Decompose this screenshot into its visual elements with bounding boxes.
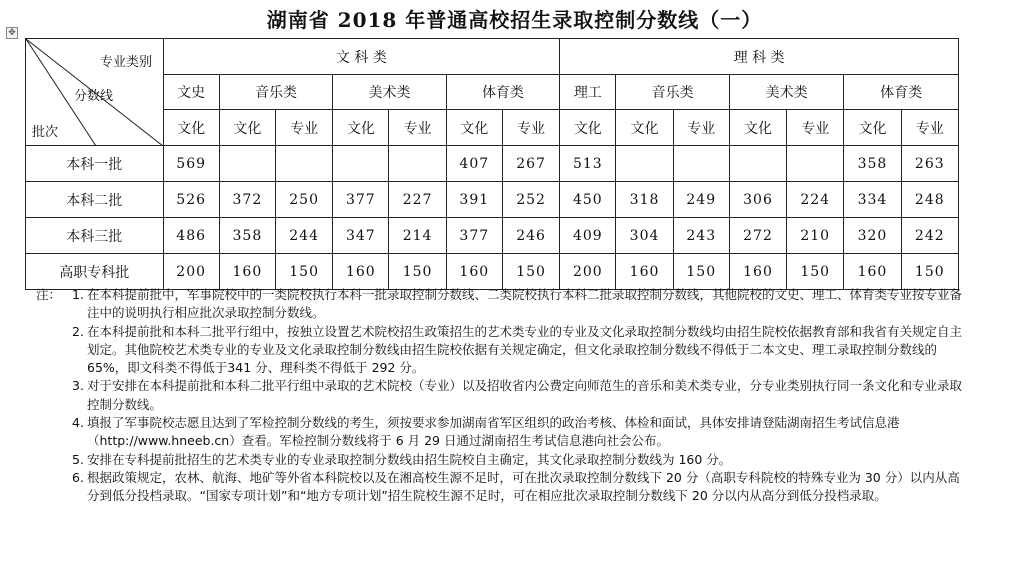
table-row bbox=[26, 182, 959, 218]
score-cell: 526 bbox=[163, 182, 219, 218]
row-label: 本科三批 bbox=[26, 218, 164, 254]
score-table bbox=[25, 38, 959, 290]
score-cell bbox=[276, 146, 333, 182]
score-cell: 248 bbox=[901, 182, 958, 218]
score-cell: 214 bbox=[389, 218, 446, 254]
score-cell: 407 bbox=[446, 146, 502, 182]
subheader-cell: 文化 bbox=[844, 110, 901, 146]
table-move-handle-icon[interactable]: ✥ bbox=[6, 27, 18, 39]
subheader-cell: 专业 bbox=[901, 110, 958, 146]
table-row bbox=[26, 146, 959, 182]
score-cell: 242 bbox=[901, 218, 958, 254]
score-cell: 210 bbox=[787, 218, 844, 254]
note-number: 5. bbox=[72, 451, 84, 467]
score-cell: 569 bbox=[163, 146, 219, 182]
subheader-cell: 文化 bbox=[446, 110, 502, 146]
subgroup-header: 音乐类 bbox=[616, 75, 729, 110]
score-cell: 160 bbox=[219, 254, 275, 290]
group-header-liberal-arts: 文 科 类 bbox=[163, 39, 560, 75]
subgroup-header: 音乐类 bbox=[219, 75, 332, 110]
score-cell: 486 bbox=[163, 218, 219, 254]
score-cell: 243 bbox=[673, 218, 729, 254]
score-cell: 347 bbox=[333, 218, 389, 254]
score-cell: 267 bbox=[502, 146, 559, 182]
score-cell: 244 bbox=[276, 218, 333, 254]
subheader-cell: 文化 bbox=[333, 110, 389, 146]
note-text: 根据政策规定，农林、航海、地矿等外省本科院校以及在湘高校生源不足时，可在批次录取控制分数线下 20 分（高职专科院校的特殊专业为 30 分）以内从高分到低分投档录取。“国家专项计划”和“地方专项计划”招生院校生源不足时，可在相应批次录取控制分数线下 20 分以内从高分到低分投档录取。 bbox=[87, 469, 960, 504]
note-text: 在本科提前批中，军事院校中的一类院校执行本科一批录取控制分数线、二类院校执行本科二批录取控制分数线，其他院校的文史、理工、体育类专业按专业备注中的说明执行相应批次录取控制分数线。 bbox=[87, 287, 963, 321]
score-cell bbox=[729, 146, 786, 182]
score-cell bbox=[787, 146, 844, 182]
score-cell: 391 bbox=[446, 182, 502, 218]
score-cell: 200 bbox=[163, 254, 219, 290]
score-cell: 160 bbox=[446, 254, 502, 290]
score-cell: 304 bbox=[616, 218, 673, 254]
row-label: 本科一批 bbox=[26, 146, 164, 182]
corner-label-category: 专业类别 bbox=[100, 55, 153, 70]
score-cell bbox=[219, 146, 275, 182]
score-cell bbox=[333, 146, 389, 182]
score-cell: 150 bbox=[389, 254, 446, 290]
score-cell: 377 bbox=[446, 218, 502, 254]
score-cell: 160 bbox=[844, 254, 901, 290]
score-cell: 227 bbox=[389, 182, 446, 218]
score-cell: 409 bbox=[560, 218, 616, 254]
note-item bbox=[32, 323, 972, 378]
score-cell: 450 bbox=[560, 182, 616, 218]
score-cell: 318 bbox=[616, 182, 673, 218]
subheader-cell: 文化 bbox=[163, 110, 219, 146]
score-cell: 160 bbox=[616, 254, 673, 290]
note-text: 填报了军事院校志愿且达到了军检控制分数线的考生，须按要求参加湖南省军区组织的政治考核、体检和面试，具体安排请登陆湖南招生考试信息港（http://www.hneeb.cn）查看。军检控制分数线将于 6 月 29 日通过湖南招生考试信息港向社会公布。 bbox=[87, 415, 900, 449]
row-label: 本科二批 bbox=[26, 182, 164, 218]
subgroup-header: 美术类 bbox=[729, 75, 843, 110]
subheader-cell: 专业 bbox=[502, 110, 559, 146]
note-number: 1. bbox=[72, 287, 84, 302]
subgroup-header: 体育类 bbox=[446, 75, 560, 110]
score-cell: 150 bbox=[787, 254, 844, 290]
subheader-cell: 文化 bbox=[729, 110, 786, 146]
corner-label-batch: 批次 bbox=[32, 125, 59, 140]
score-cell: 252 bbox=[502, 182, 559, 218]
document-title: 湖南省 2018 年普通高校招生录取控制分数线（一） bbox=[266, 8, 763, 32]
score-cell: 150 bbox=[901, 254, 958, 290]
score-cell: 358 bbox=[844, 146, 901, 182]
note-item bbox=[32, 414, 972, 451]
note-item bbox=[32, 451, 972, 469]
score-cell: 358 bbox=[219, 218, 275, 254]
score-cell: 320 bbox=[844, 218, 901, 254]
subheader-cell: 文化 bbox=[560, 110, 616, 146]
note-text: 在本科提前批和本科二批平行组中，按独立设置艺术院校招生政策招生的艺术类专业的专业及文化录取控制分数线均由招生院校依据教育部和我省有关规定自主划定。其他院校艺术类专业的专业及文化录取控制分数线由招生院校依据有关规定确定，但文化录取控制分数线不得低于二本文史、理工录取控制分数线的 65%，即文科类不得低于341 分、理科类不得低于 292 分。 bbox=[87, 323, 963, 376]
note-number: 6. bbox=[72, 469, 84, 485]
score-cell: 224 bbox=[787, 182, 844, 218]
score-cell: 246 bbox=[502, 218, 559, 254]
score-cell: 150 bbox=[276, 254, 333, 290]
subheader-cell: 文化 bbox=[616, 110, 673, 146]
subgroup-header: 体育类 bbox=[844, 75, 959, 110]
score-cell: 306 bbox=[729, 182, 786, 218]
subgroup-header: 美术类 bbox=[333, 75, 446, 110]
note-text: 安排在专科提前批招生的艺术类专业的专业录取控制分数线由招生院校自主确定，其文化录取控制分数线为 160 分。 bbox=[87, 451, 732, 467]
note-item bbox=[32, 469, 972, 506]
note-number: 4. bbox=[72, 415, 84, 431]
score-cell: 334 bbox=[844, 182, 901, 218]
subgroup-header: 理工 bbox=[560, 75, 616, 110]
score-cell: 150 bbox=[502, 254, 559, 290]
note-item bbox=[32, 286, 972, 323]
subgroup-header: 文史 bbox=[163, 75, 219, 110]
table-row bbox=[26, 218, 959, 254]
score-cell bbox=[673, 146, 729, 182]
subheader-cell: 专业 bbox=[276, 110, 333, 146]
corner-label-score: 分数线 bbox=[74, 89, 114, 104]
note-text: 对于安排在本科提前批和本科二批平行组中录取的艺术院校（专业）以及招收省内公费定向师范生的音乐和美术类专业，分专业类别执行同一条文化和专业录取控制分数线。 bbox=[87, 378, 963, 412]
score-cell: 272 bbox=[729, 218, 786, 254]
row-label: 高职专科批 bbox=[26, 254, 164, 290]
subheader-cell: 专业 bbox=[787, 110, 844, 146]
score-cell: 200 bbox=[560, 254, 616, 290]
header-row-subgroups bbox=[26, 75, 959, 110]
score-cell: 377 bbox=[333, 182, 389, 218]
score-cell: 249 bbox=[673, 182, 729, 218]
score-cell bbox=[389, 146, 446, 182]
score-cell bbox=[616, 146, 673, 182]
subheader-cell: 专业 bbox=[389, 110, 446, 146]
note-number: 2. bbox=[72, 323, 84, 339]
score-cell: 150 bbox=[673, 254, 729, 290]
score-cell: 160 bbox=[729, 254, 786, 290]
table-row bbox=[26, 254, 959, 290]
subheader-cell: 专业 bbox=[673, 110, 729, 146]
notes-section bbox=[32, 286, 972, 506]
subheader-cell: 文化 bbox=[219, 110, 275, 146]
diagonal-header-cell bbox=[26, 39, 164, 146]
note-item bbox=[32, 377, 972, 414]
score-cell: 372 bbox=[219, 182, 275, 218]
note-number: 3. bbox=[72, 378, 84, 394]
notes-prefix: 注： bbox=[36, 287, 62, 302]
score-cell: 513 bbox=[560, 146, 616, 182]
header-row-groups bbox=[26, 39, 959, 75]
score-cell: 160 bbox=[333, 254, 389, 290]
score-cell: 250 bbox=[276, 182, 333, 218]
score-cell: 263 bbox=[901, 146, 958, 182]
group-header-science: 理 科 类 bbox=[560, 39, 959, 75]
header-row-types bbox=[26, 110, 959, 146]
